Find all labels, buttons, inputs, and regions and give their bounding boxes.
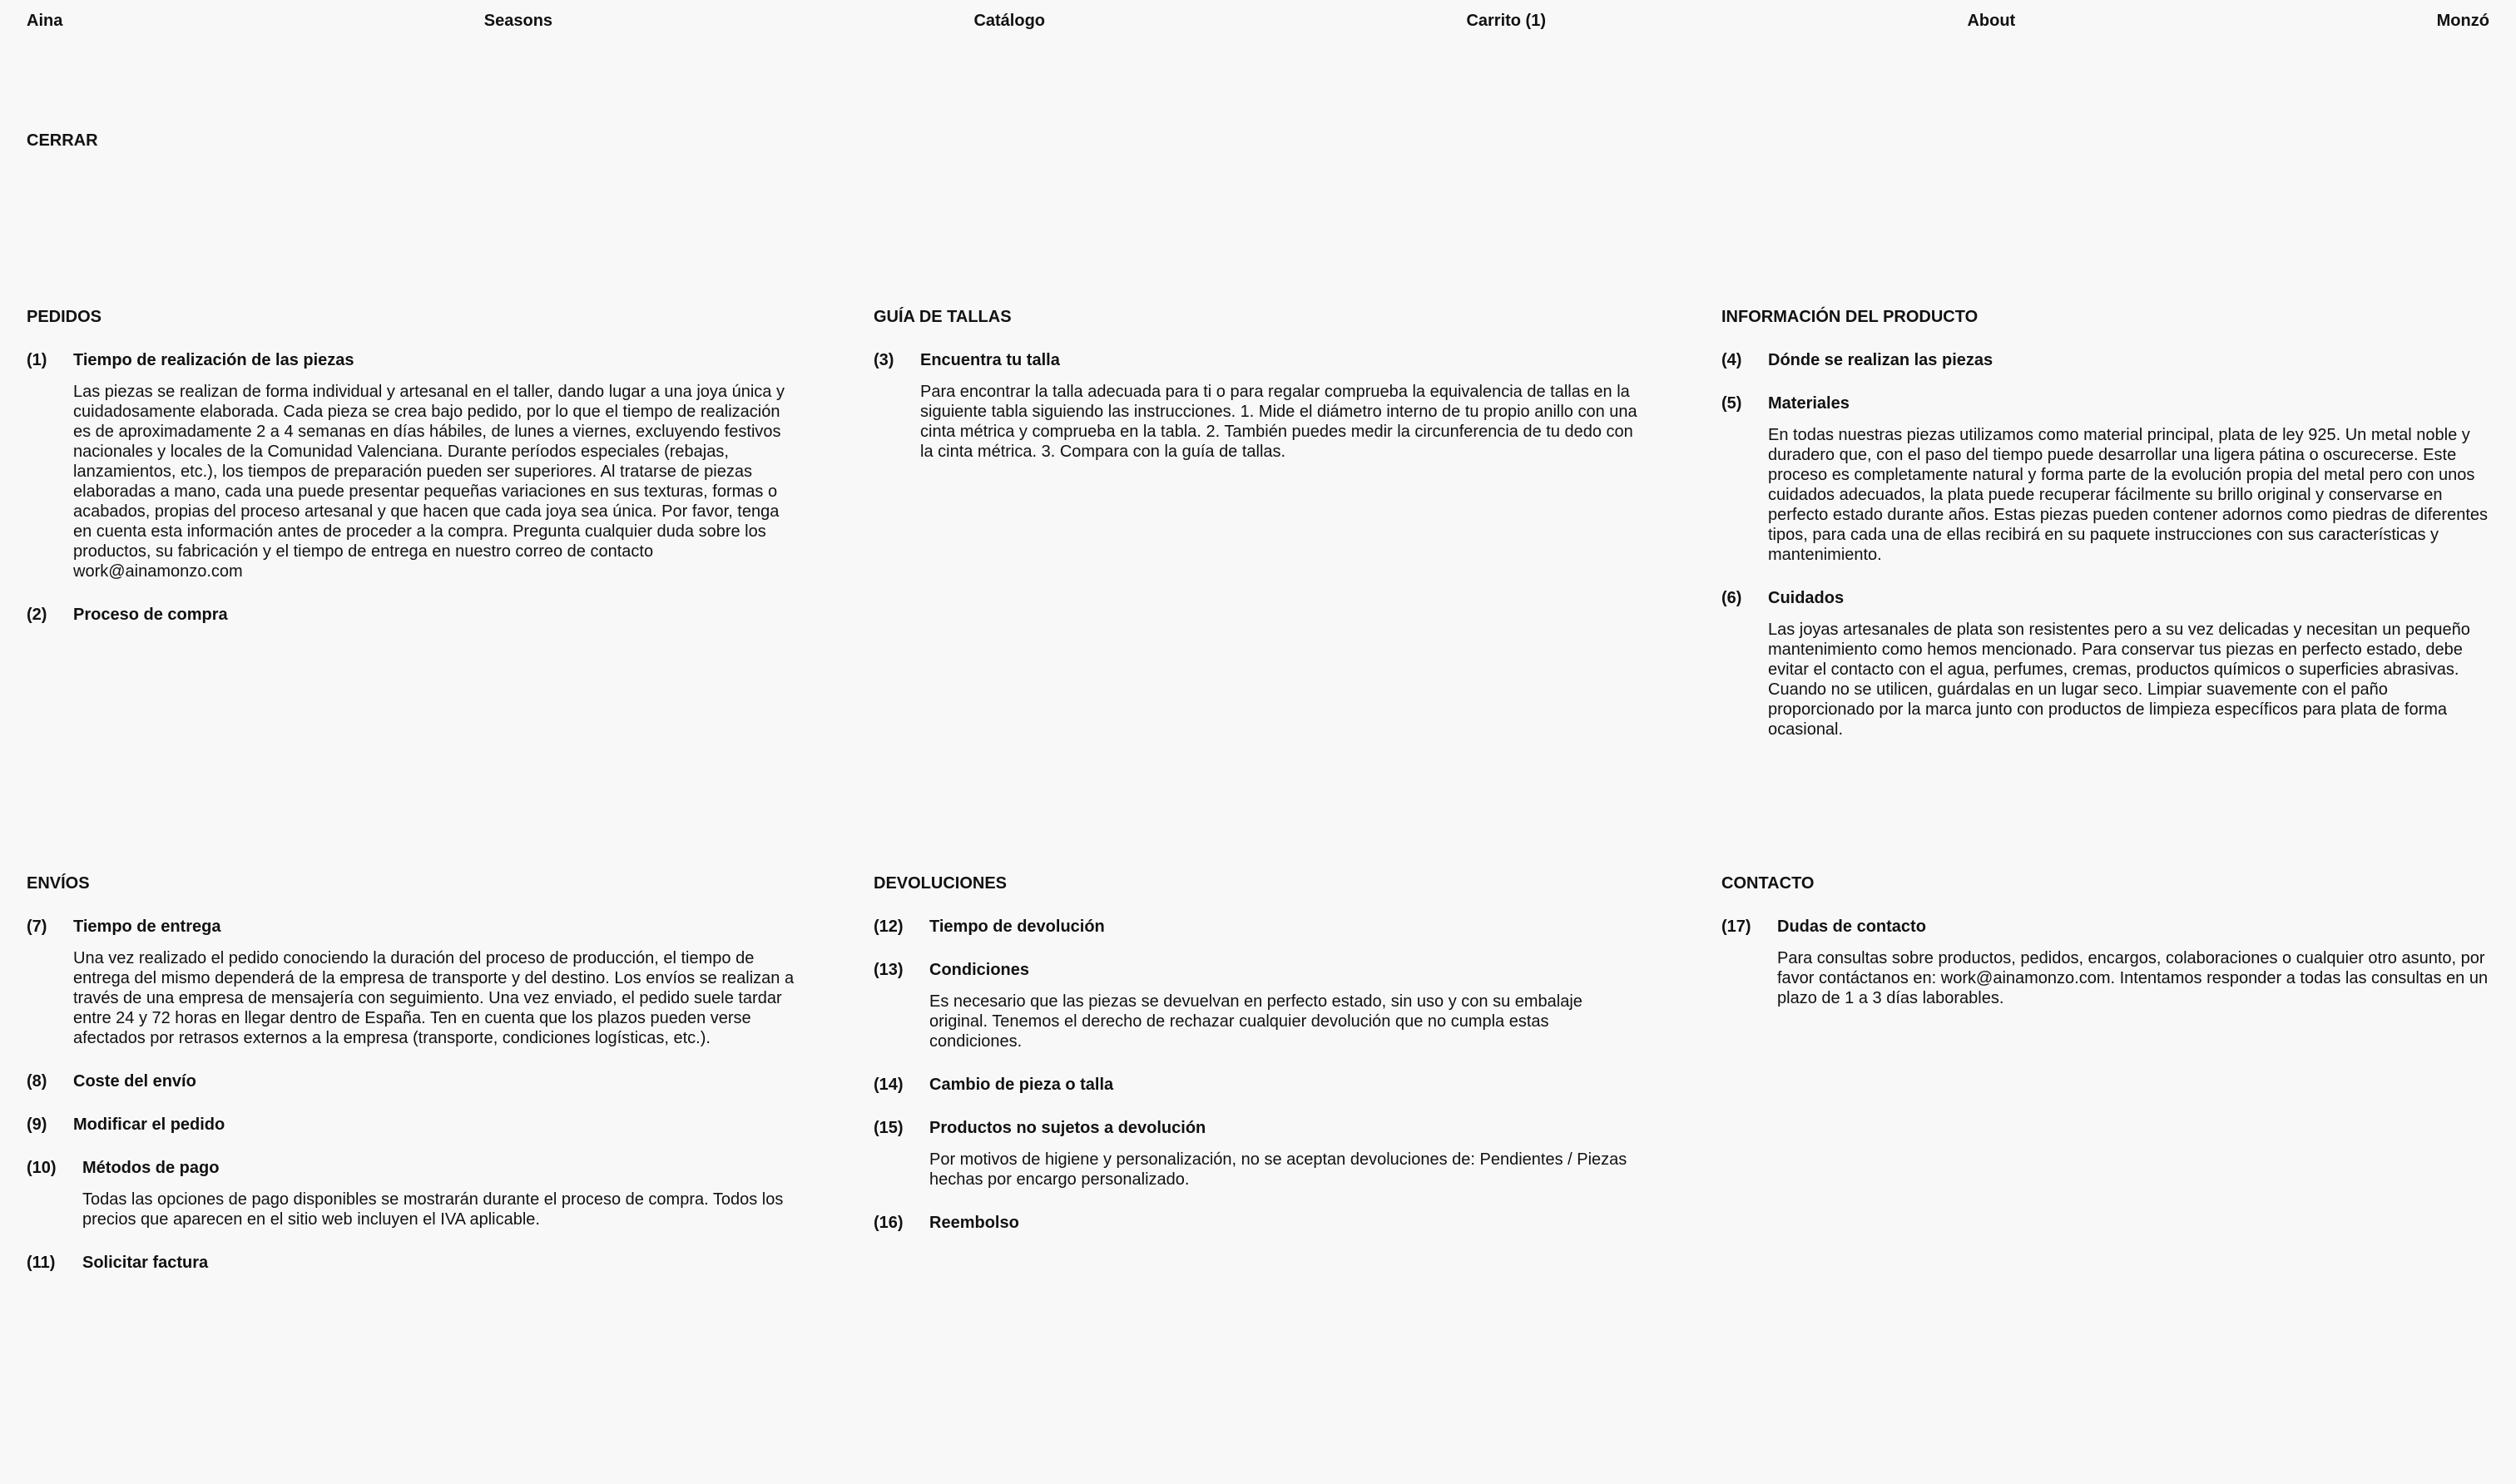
faq-item [27,605,797,625]
nav-brand-last[interactable]: Monzó [2436,12,2489,30]
section-title: GUÍA DE TALLAS [874,308,1012,326]
faq-item-title: Cuidados [1768,589,1845,607]
faq-item [1721,350,2492,370]
faq-item-number: (11) [27,1254,56,1272]
section-informacion-producto [1721,307,2492,763]
faq-item-header[interactable] [27,350,797,370]
faq-item-header[interactable] [27,1115,797,1135]
faq-item [27,350,797,581]
faq-item-title: Dudas de contacto [1777,918,1926,936]
faq-item-number: (14) [874,1076,904,1094]
section-title: INFORMACIÓN DEL PRODUCTO [1721,308,1979,326]
faq-item-number: (10) [27,1159,57,1177]
faq-item-title: Condiciones [929,961,1030,979]
faq-item [27,1158,797,1229]
faq-item-number: (3) [874,351,894,369]
nav-brand-first[interactable]: Aina [27,12,63,30]
faq-item [27,1253,797,1273]
faq-item-number: (13) [874,961,904,979]
faq-item-body: Las joyas artesanales de plata son resistentes pero a su vez delicadas y necesitan un pequeño mantenimiento como hemos mencionado. Para conservar tus piezas en perfecto estado, debe evitar el contacto con el agua, perfumes, cremas, productos químicos o superficies abrasivas. Cuando no se utilicen, guárdalas en un lugar seco. Limpiar suavemente con el paño proporcionado por la marca junto con productos de limpieza específicos para plata de forma ocasional. [1768,621,2470,739]
faq-item-header[interactable] [874,917,1644,937]
section-guia-tallas [874,307,1644,485]
faq-item [1721,917,2492,1008]
faq-item-header[interactable] [1721,393,2492,413]
faq-item-header[interactable] [27,1158,797,1178]
section-devoluciones [874,873,1644,1256]
faq-item-header[interactable] [1721,350,2492,370]
close-button[interactable]: CERRAR [27,131,98,150]
section-title: ENVÍOS [27,874,90,893]
faq-item [27,1115,797,1135]
faq-item-title: Encuentra tu talla [920,351,1060,369]
faq-item-number: (12) [874,918,904,936]
faq-item-number: (16) [874,1214,904,1232]
faq-item-title: Tiempo de realización de las piezas [73,351,354,369]
section-contacto [1721,873,2492,1031]
faq-item [874,960,1644,1051]
faq-item [27,1071,797,1091]
faq-item-title: Materiales [1768,394,1850,413]
faq-item-header[interactable] [874,350,1644,370]
faq-item-number: (15) [874,1119,904,1137]
nav-link-catalog[interactable]: Catálogo [973,12,1046,30]
faq-item-number: (6) [1721,589,1742,607]
faq-item-number: (2) [27,606,47,624]
faq-item-number: (9) [27,1115,47,1134]
faq-item-title: Métodos de pago [82,1159,220,1177]
section-title: CONTACTO [1721,874,1815,893]
faq-item [874,1075,1644,1095]
faq-item [27,917,797,1048]
faq-item-title: Coste del envío [73,1072,196,1091]
faq-item-title: Dónde se realizan las piezas [1768,351,1993,369]
nav-link-cart[interactable]: Carrito (1) [1466,12,1547,30]
faq-item-body: Es necesario que las piezas se devuelvan en perfecto estado, sin uso y con su embalaje original. Tenemos el derecho de rechazar cualquier devolución que no cumpla estas condiciones. [929,992,1582,1051]
faq-item-number: (17) [1721,918,1751,936]
faq-item-title: Tiempo de devolución [929,918,1105,936]
faq-item-header[interactable] [874,960,1644,980]
top-nav [27,11,2489,31]
faq-item [874,1118,1644,1190]
faq-item-body: En todas nuestras piezas utilizamos como material principal, plata de ley 925. Un metal noble y duradero que, con el paso del tiempo puede desarrollar una ligera pátina o oscurecerse. Este proceso es completamente natural y forma parte de la evolución propia del metal pero con unos cuidados adecuados, la plata puede recuperar fácilmente su brillo original y conservarse en perfecto estado durante años. Estas piezas pueden contener adornos como piedras de diferentes tipos, para cada una de ellas recibirá en su paquete instrucciones con sus características y mantenimiento. [1768,426,2489,564]
faq-item [1721,393,2492,565]
faq-item-title: Solicitar factura [82,1254,209,1272]
faq-item-body: Para encontrar la talla adecuada para ti o para regalar comprueba la equivalencia de tallas en la siguiente tabla siguiendo las instrucciones. 1. Mide el diámetro interno de tu propio anillo con una cinta métrica y comprueba en la tabla. 2. También puedes medir la circunferencia de tu dedo con la cinta métrica. 3. Compara con la guía de tallas. [920,383,1637,461]
section-title: PEDIDOS [27,308,102,326]
section-envios [27,873,797,1296]
faq-item [874,350,1644,462]
faq-item [874,1213,1644,1233]
faq-item-header[interactable] [874,1118,1644,1138]
section-title: DEVOLUCIONES [874,874,1008,893]
faq-item-header[interactable] [27,605,797,625]
faq-item-body: Una vez realizado el pedido conociendo la duración del proceso de producción, el tiempo de entrega del mismo dependerá de la empresa de transporte y del destino. Los envíos se realizan a través de una empresa de mensajería con seguimiento. Una vez enviado, el pedido suele tardar entre 24 y 72 horas en llegar dentro de España. Ten en cuenta que los plazos pueden verse afectados por retrasos externos a la empresa (transporte, condiciones logísticas, etc.). [73,949,795,1047]
faq-item-number: (8) [27,1072,47,1091]
nav-link-about[interactable]: About [1967,12,2016,30]
faq-item [874,917,1644,937]
faq-item-number: (7) [27,918,47,936]
faq-item-body: Todas las opciones de pago disponibles se mostrarán durante el proceso de compra. Todos los precios que aparecen en el sitio web incluyen el IVA aplicable. [82,1190,784,1229]
faq-item-header[interactable] [27,917,797,937]
faq-item-header[interactable] [27,1071,797,1091]
faq-item-title: Cambio de pieza o talla [929,1076,1114,1094]
faq-item [1721,588,2492,740]
faq-item-body: Por motivos de higiene y personalización, no se aceptan devoluciones de: Pendientes / Piezas hechas por encargo personalizado. [929,1150,1627,1189]
faq-item-number: (1) [27,351,47,369]
faq-item-title: Modificar el pedido [73,1115,225,1134]
faq-item-number: (5) [1721,394,1742,413]
faq-item-header[interactable] [1721,588,2492,608]
faq-item-header[interactable] [874,1075,1644,1095]
faq-item-header[interactable] [27,1253,797,1273]
faq-item-number: (4) [1721,351,1742,369]
faq-item-body: Las piezas se realizan de forma individual y artesanal en el taller, dando lugar a una joya única y cuidadosamente elaborada. Cada pieza se crea bajo pedido, por lo que el tiempo de realización es de aproximadamente 2 a 4 semanas en días hábiles, de lunes a viernes, excluyendo festivos nacionales y locales de la Comunidad Valenciana. Durante períodos especiales (rebajas, lanzamientos, etc.), los tiempos de preparación pueden ser superiores. Al tratarse de piezas elaboradas a mano, cada una puede presentar pequeñas variaciones en sus texturas, formas o acabados, propias del proceso artesanal y que hacen que cada joya sea única. Por favor, tenga en cuenta esta información antes de proceder a la compra. Pregunta cualquier duda sobre los productos, su fabricación y el tiempo de entrega en nuestro correo de contacto work@ainamonzo.com [73,383,785,581]
faq-item-title: Proceso de compra [73,606,228,624]
faq-item-body: Para consultas sobre productos, pedidos, encargos, colaboraciones o cualquier otro asunto, por favor contáctanos en: work@ainamonzo.com. Intentamos responder a todas las consultas en un plazo de 1 a 3 días laborables. [1777,949,2489,1007]
faq-item-title: Tiempo de entrega [73,918,221,936]
section-pedidos [27,307,797,648]
faq-item-header[interactable] [1721,917,2492,937]
faq-item-title: Productos no sujetos a devolución [929,1119,1206,1137]
faq-item-title: Reembolso [929,1214,1019,1232]
nav-link-seasons[interactable]: Seasons [483,12,553,30]
faq-item-header[interactable] [874,1213,1644,1233]
